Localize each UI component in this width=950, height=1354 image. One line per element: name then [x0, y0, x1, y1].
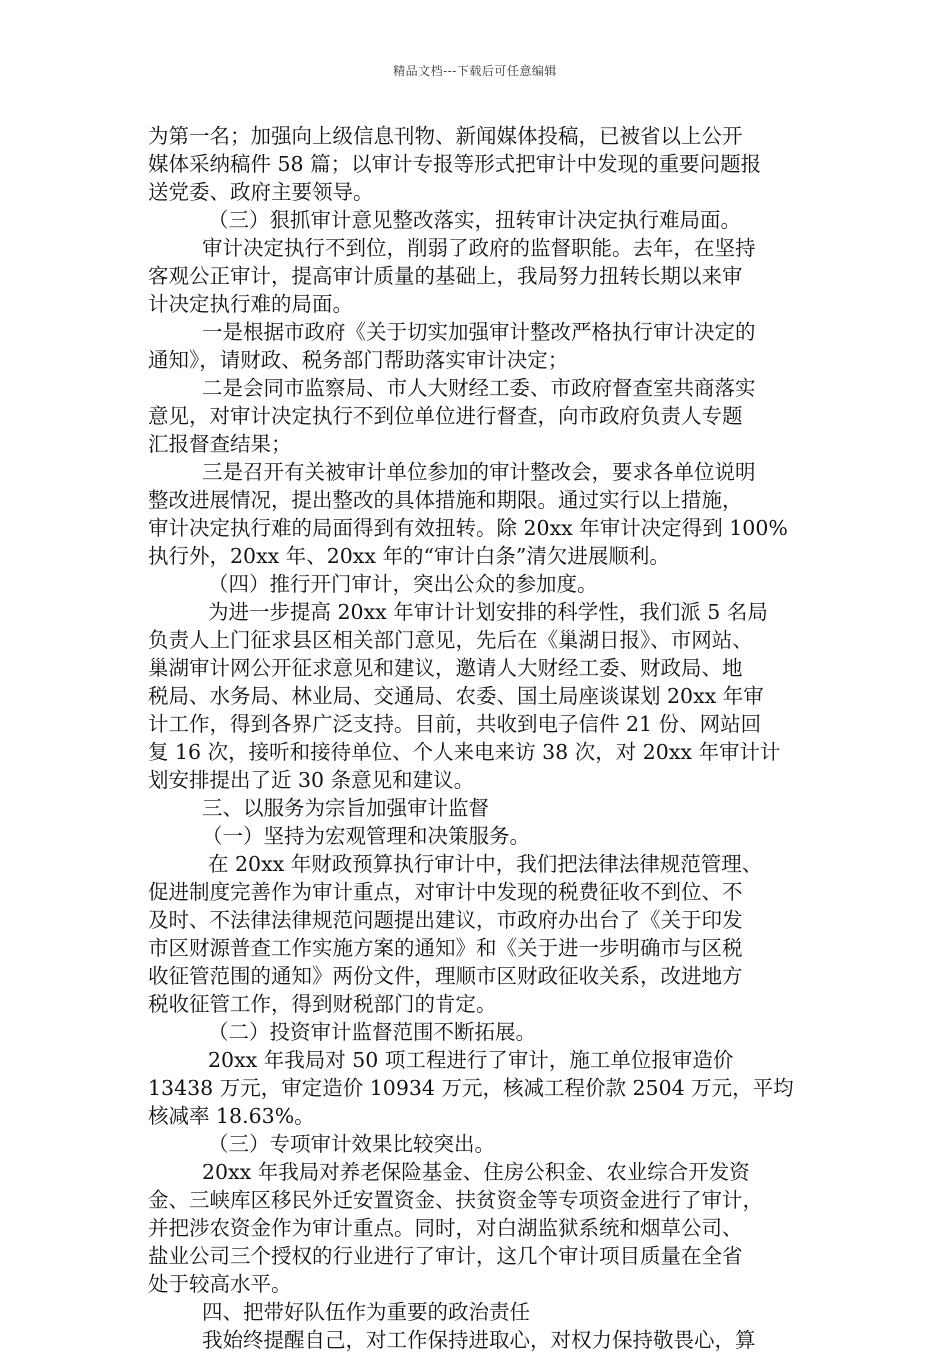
text-line: 在 20xx 年财政预算执行审计中，我们把法律法律规范管理、 [208, 852, 763, 876]
text-line: 13438 万元，审定造价 10934 万元，核减工程价款 2504 万元，平均 [148, 1076, 794, 1100]
text-line: 整改进展情况，提出整改的具体措施和期限。通过实行以上措施， [148, 488, 743, 512]
text-line: 盐业公司三个授权的行业进行了审计，这几个审计项目质量在全省 [148, 1244, 743, 1268]
text-line: 促进制度完善作为审计重点，对审计中发现的税费征收不到位、不 [148, 880, 743, 904]
text-line: 划安排提出了近 30 条意见和建议。 [148, 768, 475, 792]
text-line: 为第一名；加强向上级信息刊物、新闻媒体投稿，已被省以上公开 [148, 124, 743, 148]
text-line: 二是会同市监察局、市人大财经工委、市政府督查室共商落实 [202, 376, 756, 400]
text-line: 20xx 年我局对养老保险基金、住房公积金、农业综合开发资 [202, 1160, 750, 1184]
text-line: 收征管范围的通知》两份文件，理顺市区财政征收关系，改进地方 [148, 964, 743, 988]
text-line: 为进一步提高 20xx 年审计计划安排的科学性，我们派 5 名局 [208, 600, 768, 624]
text-line: 负责人上门征求县区相关部门意见，先后在《巢湖日报》、市网站、 [148, 628, 753, 652]
text-line: 税局、水务局、林业局、交通局、农委、国土局座谈谋划 20xx 年审 [148, 684, 764, 708]
text-line: 税收征管工作，得到财税部门的肯定。 [148, 992, 497, 1016]
text-line: （二）投资审计监督范围不断拓展。 [208, 1020, 536, 1044]
text-line: 处于较高水平。 [148, 1272, 292, 1296]
text-line: 客观公正审计，提高审计质量的基础上，我局努力扭转长期以来审 [148, 264, 743, 288]
text-line: 媒体采纳稿件 58 篇；以审计专报等形式把审计中发现的重要问题报 [148, 152, 762, 176]
text-line: 一是根据市政府《关于切实加强审计整改严格执行审计决定的 [202, 320, 756, 344]
text-line: 金、三峡库区移民外迁安置资金、扶贫资金等专项资金进行了审计， [148, 1188, 763, 1212]
text-line: 核减率 18.63%。 [148, 1104, 315, 1128]
text-line: 市区财源普查工作实施方案的通知》和《关于进一步明确市与区税 [148, 936, 743, 960]
text-line: 通知》，请财政、税务部门帮助落实审计决定； [148, 348, 569, 372]
text-line: （一）坚持为宏观管理和决策服务。 [202, 824, 530, 848]
text-line: 我始终提醒自己，对工作保持进取心，对权力保持敬畏心，算 [202, 1328, 756, 1352]
text-line: （三）专项审计效果比较突出。 [208, 1132, 495, 1156]
text-line: （三）狠抓审计意见整改落实，扭转审计决定执行难局面。 [208, 208, 741, 232]
text-line: 意见，对审计决定执行不到位单位进行督查，向市政府负责人专题 [148, 404, 743, 428]
text-line: 并把涉农资金作为审计重点。同时，对白湖监狱系统和烟草公司、 [148, 1216, 743, 1240]
text-line: 计工作，得到各界广泛支持。目前，共收到电子信件 21 份、网站回 [148, 712, 762, 736]
text-line: 计决定执行难的局面。 [148, 292, 353, 316]
text-line: 审计决定执行不到位，削弱了政府的监督职能。去年，在坚持 [202, 236, 756, 260]
text-line: 送党委、政府主要领导。 [148, 180, 374, 204]
text-line: 审计决定执行难的局面得到有效扭转。除 20xx 年审计决定得到 100% [148, 516, 788, 540]
text-line: 三是召开有关被审计单位参加的审计整改会，要求各单位说明 [202, 460, 756, 484]
text-line: （四）推行开门审计，突出公众的参加度。 [208, 572, 598, 596]
text-line: 四、把带好队伍作为重要的政治责任 [202, 1300, 530, 1324]
text-line: 汇报督查结果； [148, 432, 292, 456]
text-line: 20xx 年我局对 50 项工程进行了审计，施工单位报审造价 [208, 1048, 734, 1072]
text-line: 三、以服务为宗旨加强审计监督 [202, 796, 489, 820]
text-line: 复 16 次，接听和接待单位、个人来电来访 38 次，对 20xx 年审计计 [148, 740, 781, 764]
page-header: 精品文档---下载后可任意编辑 [393, 64, 557, 78]
text-line: 及时、不法律法律规范问题提出建议，市政府办出台了《关于印发 [148, 908, 743, 932]
text-line: 执行外，20xx 年、20xx 年的“审计白条”清欠进展顺利。 [148, 544, 670, 568]
text-line: 巢湖审计网公开征求意见和建议，邀请人大财经工委、财政局、地 [148, 656, 743, 680]
document-body [148, 122, 810, 1354]
